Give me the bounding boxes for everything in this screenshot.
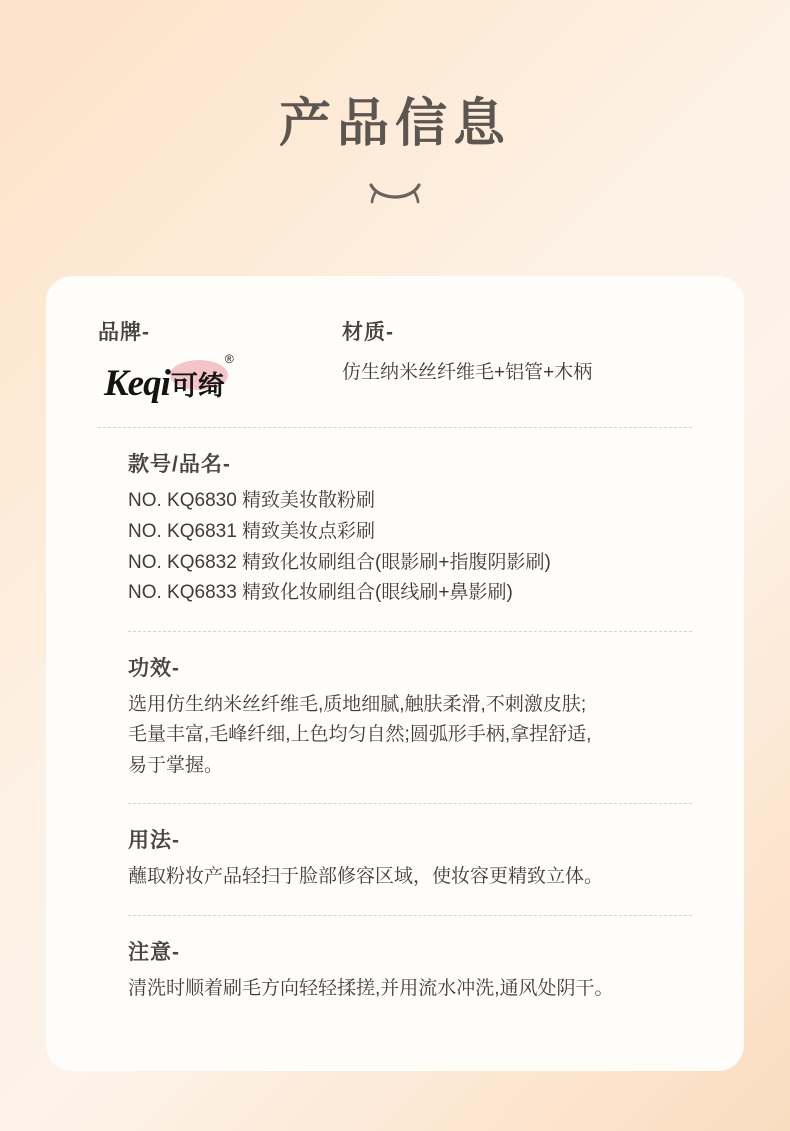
brand-block: [98, 316, 342, 405]
material-value: 仿生纳米丝纤维毛+铝管+木柄: [342, 362, 593, 383]
brand-material-row: [98, 316, 692, 405]
title-block: [0, 0, 790, 209]
efficacy-block: [98, 652, 692, 781]
efficacy-label: 功效-: [128, 657, 180, 681]
notice-line: 清洗时顺着刷毛方向轻轻揉搓,并用流水冲洗,通风处阴干。: [128, 977, 614, 999]
material-label: 材质-: [342, 321, 394, 344]
usage-label: 用法-: [128, 829, 180, 853]
divider-1: [98, 427, 692, 428]
usage-block: [98, 824, 692, 892]
divider-3: [128, 803, 692, 804]
eyelash-ornament-icon: [0, 179, 790, 209]
usage-line: 蘸取粉妆产品轻扫于脸部修容区域，使妆容更精致立体。: [128, 866, 604, 888]
efficacy-line: 易于掌握。: [128, 754, 224, 776]
model-item: NO. KQ6833 精致化妆刷组合(眼线刷+鼻影刷): [128, 582, 513, 604]
model-item: NO. KQ6831 精致美妆点彩刷: [128, 520, 376, 542]
model-item: NO. KQ6830 精致美妆散粉刷: [128, 490, 376, 511]
notice-block: [98, 936, 692, 1004]
efficacy-line: 毛量丰富,毛峰纤细,上色均匀自然;圆弧形手柄,拿捏舒适,: [128, 724, 592, 746]
efficacy-line: 选用仿生纳米丝纤维毛,质地细腻,触肤柔滑,不刺激皮肤;: [128, 694, 587, 716]
divider-4: [128, 915, 692, 916]
page-title: 产品信息: [278, 95, 511, 153]
models-block: [98, 448, 692, 609]
product-info-card: [46, 276, 744, 1071]
brand-logo-cn: 可绮: [170, 371, 225, 401]
notice-label: 注意-: [128, 940, 180, 964]
brand-logo: [104, 352, 234, 405]
material-block: [342, 316, 692, 389]
registered-mark-icon: ®: [224, 352, 234, 366]
divider-2: [128, 631, 692, 632]
brand-label: 品牌-: [98, 321, 150, 344]
brand-logo-latin: Keqi: [104, 363, 170, 404]
models-label: 款号/品名-: [128, 453, 231, 476]
model-item: NO. KQ6832 精致化妆刷组合(眼影刷+指腹阴影刷): [128, 551, 551, 573]
